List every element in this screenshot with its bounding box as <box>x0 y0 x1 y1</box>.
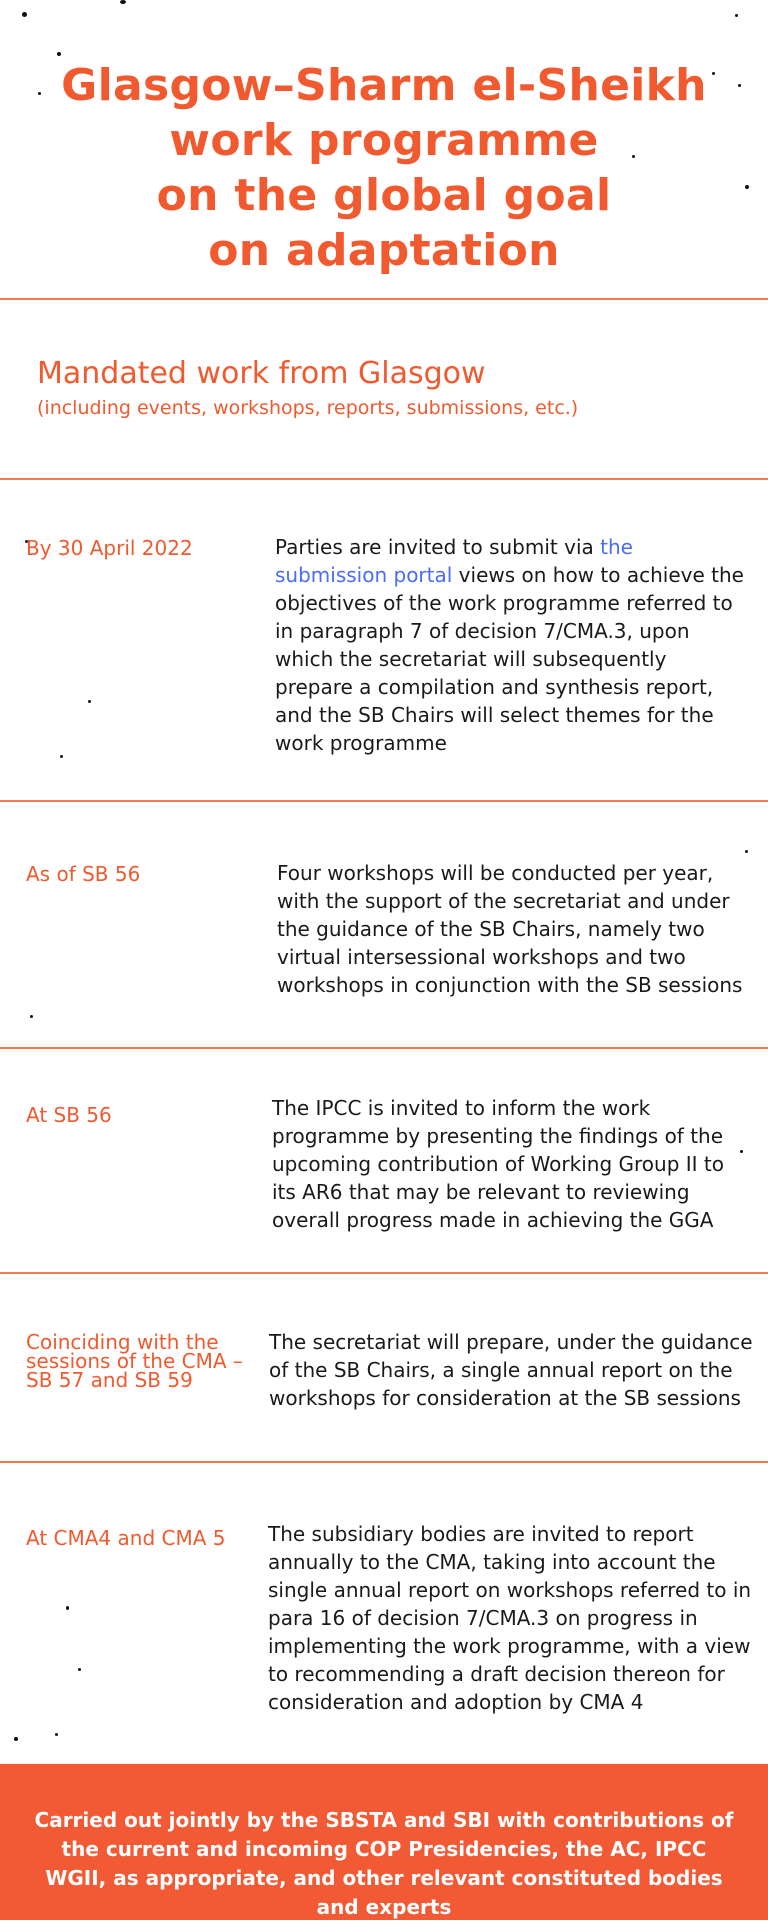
title-line: on adaptation <box>208 225 560 276</box>
timeline-date: At CMA4 and CMA 5 <box>26 1526 226 1550</box>
description-text: views on how to achieve the objectives of the work programme referred to in paragraph 7 of decision 7/CMA.3, upon which the secretariat will subsequently prepare a compilation and synthesis report, and the SB Chairs will select themes for the work programme <box>275 563 744 755</box>
title-line: work programme <box>169 115 599 166</box>
decorative-speck <box>57 52 61 56</box>
timeline-date: By 30 April 2022 <box>26 536 193 560</box>
decorative-speck <box>745 850 748 853</box>
decorative-speck <box>66 1606 69 1610</box>
timeline-description: The IPCC is invited to inform the work programme by presenting the findings of the upcoming contribution of Working Group II to its AR6 that may be relevant to reviewing overall progress made in achieving the GGA <box>272 1096 724 1232</box>
timeline-date: Coinciding with the sessions of the CMA – SB 57 and SB 59 <box>26 1330 243 1392</box>
timeline-description: Four workshops will be conducted per year, with the support of the secretariat and under the guidance of the SB Chairs, namely two virtual intersessional workshops and two workshops in conjunction with the SB sessions <box>277 861 743 997</box>
divider <box>0 298 768 300</box>
divider <box>0 478 768 480</box>
timeline-date: As of SB 56 <box>26 862 141 886</box>
decorative-speck <box>14 1737 18 1741</box>
timeline-description: The secretariat will prepare, under the guidance of the SB Chairs, a single annual report on the workshops for consideration at the SB sessions <box>269 1330 753 1410</box>
divider <box>0 1461 768 1463</box>
section-heading: Mandated work from Glasgow <box>37 356 486 391</box>
decorative-speck <box>120 0 126 4</box>
decorative-speck <box>30 1015 33 1018</box>
decorative-speck <box>55 1733 58 1736</box>
footer-text: Carried out jointly by the SBSTA and SBI with contributions of the current and incoming COP Presidencies, the AC, IPCC WGII, as appropriate, and other relevant constituted bodies and experts <box>34 1808 734 1919</box>
timeline-date: At SB 56 <box>26 1103 112 1127</box>
page-title <box>0 58 768 278</box>
title-line: Glasgow–Sharm el-Sheikh <box>61 60 707 111</box>
description-text: Parties are invited to submit via <box>275 535 601 559</box>
decorative-speck <box>60 755 63 758</box>
decorative-speck <box>78 1668 81 1671</box>
decorative-speck <box>735 14 738 17</box>
timeline-description <box>275 533 750 757</box>
divider <box>0 1047 768 1049</box>
timeline-description: The subsidiary bodies are invited to report annually to the CMA, taking into account the single annual report on workshops referred to in para 16 of decision 7/CMA.3 on progress in implementing the work programme, with a view to recommending a draft decision thereon for consideration and adoption by CMA 4 <box>268 1522 752 1714</box>
submission-portal-link[interactable]: the submission portal <box>275 535 633 587</box>
section-subheading: (including events, workshops, reports, submissions, etc.) <box>37 397 579 419</box>
divider <box>0 1272 768 1274</box>
divider <box>0 800 768 802</box>
decorative-speck <box>22 12 27 17</box>
title-line: on the global goal <box>156 170 612 221</box>
decorative-speck <box>88 700 91 703</box>
